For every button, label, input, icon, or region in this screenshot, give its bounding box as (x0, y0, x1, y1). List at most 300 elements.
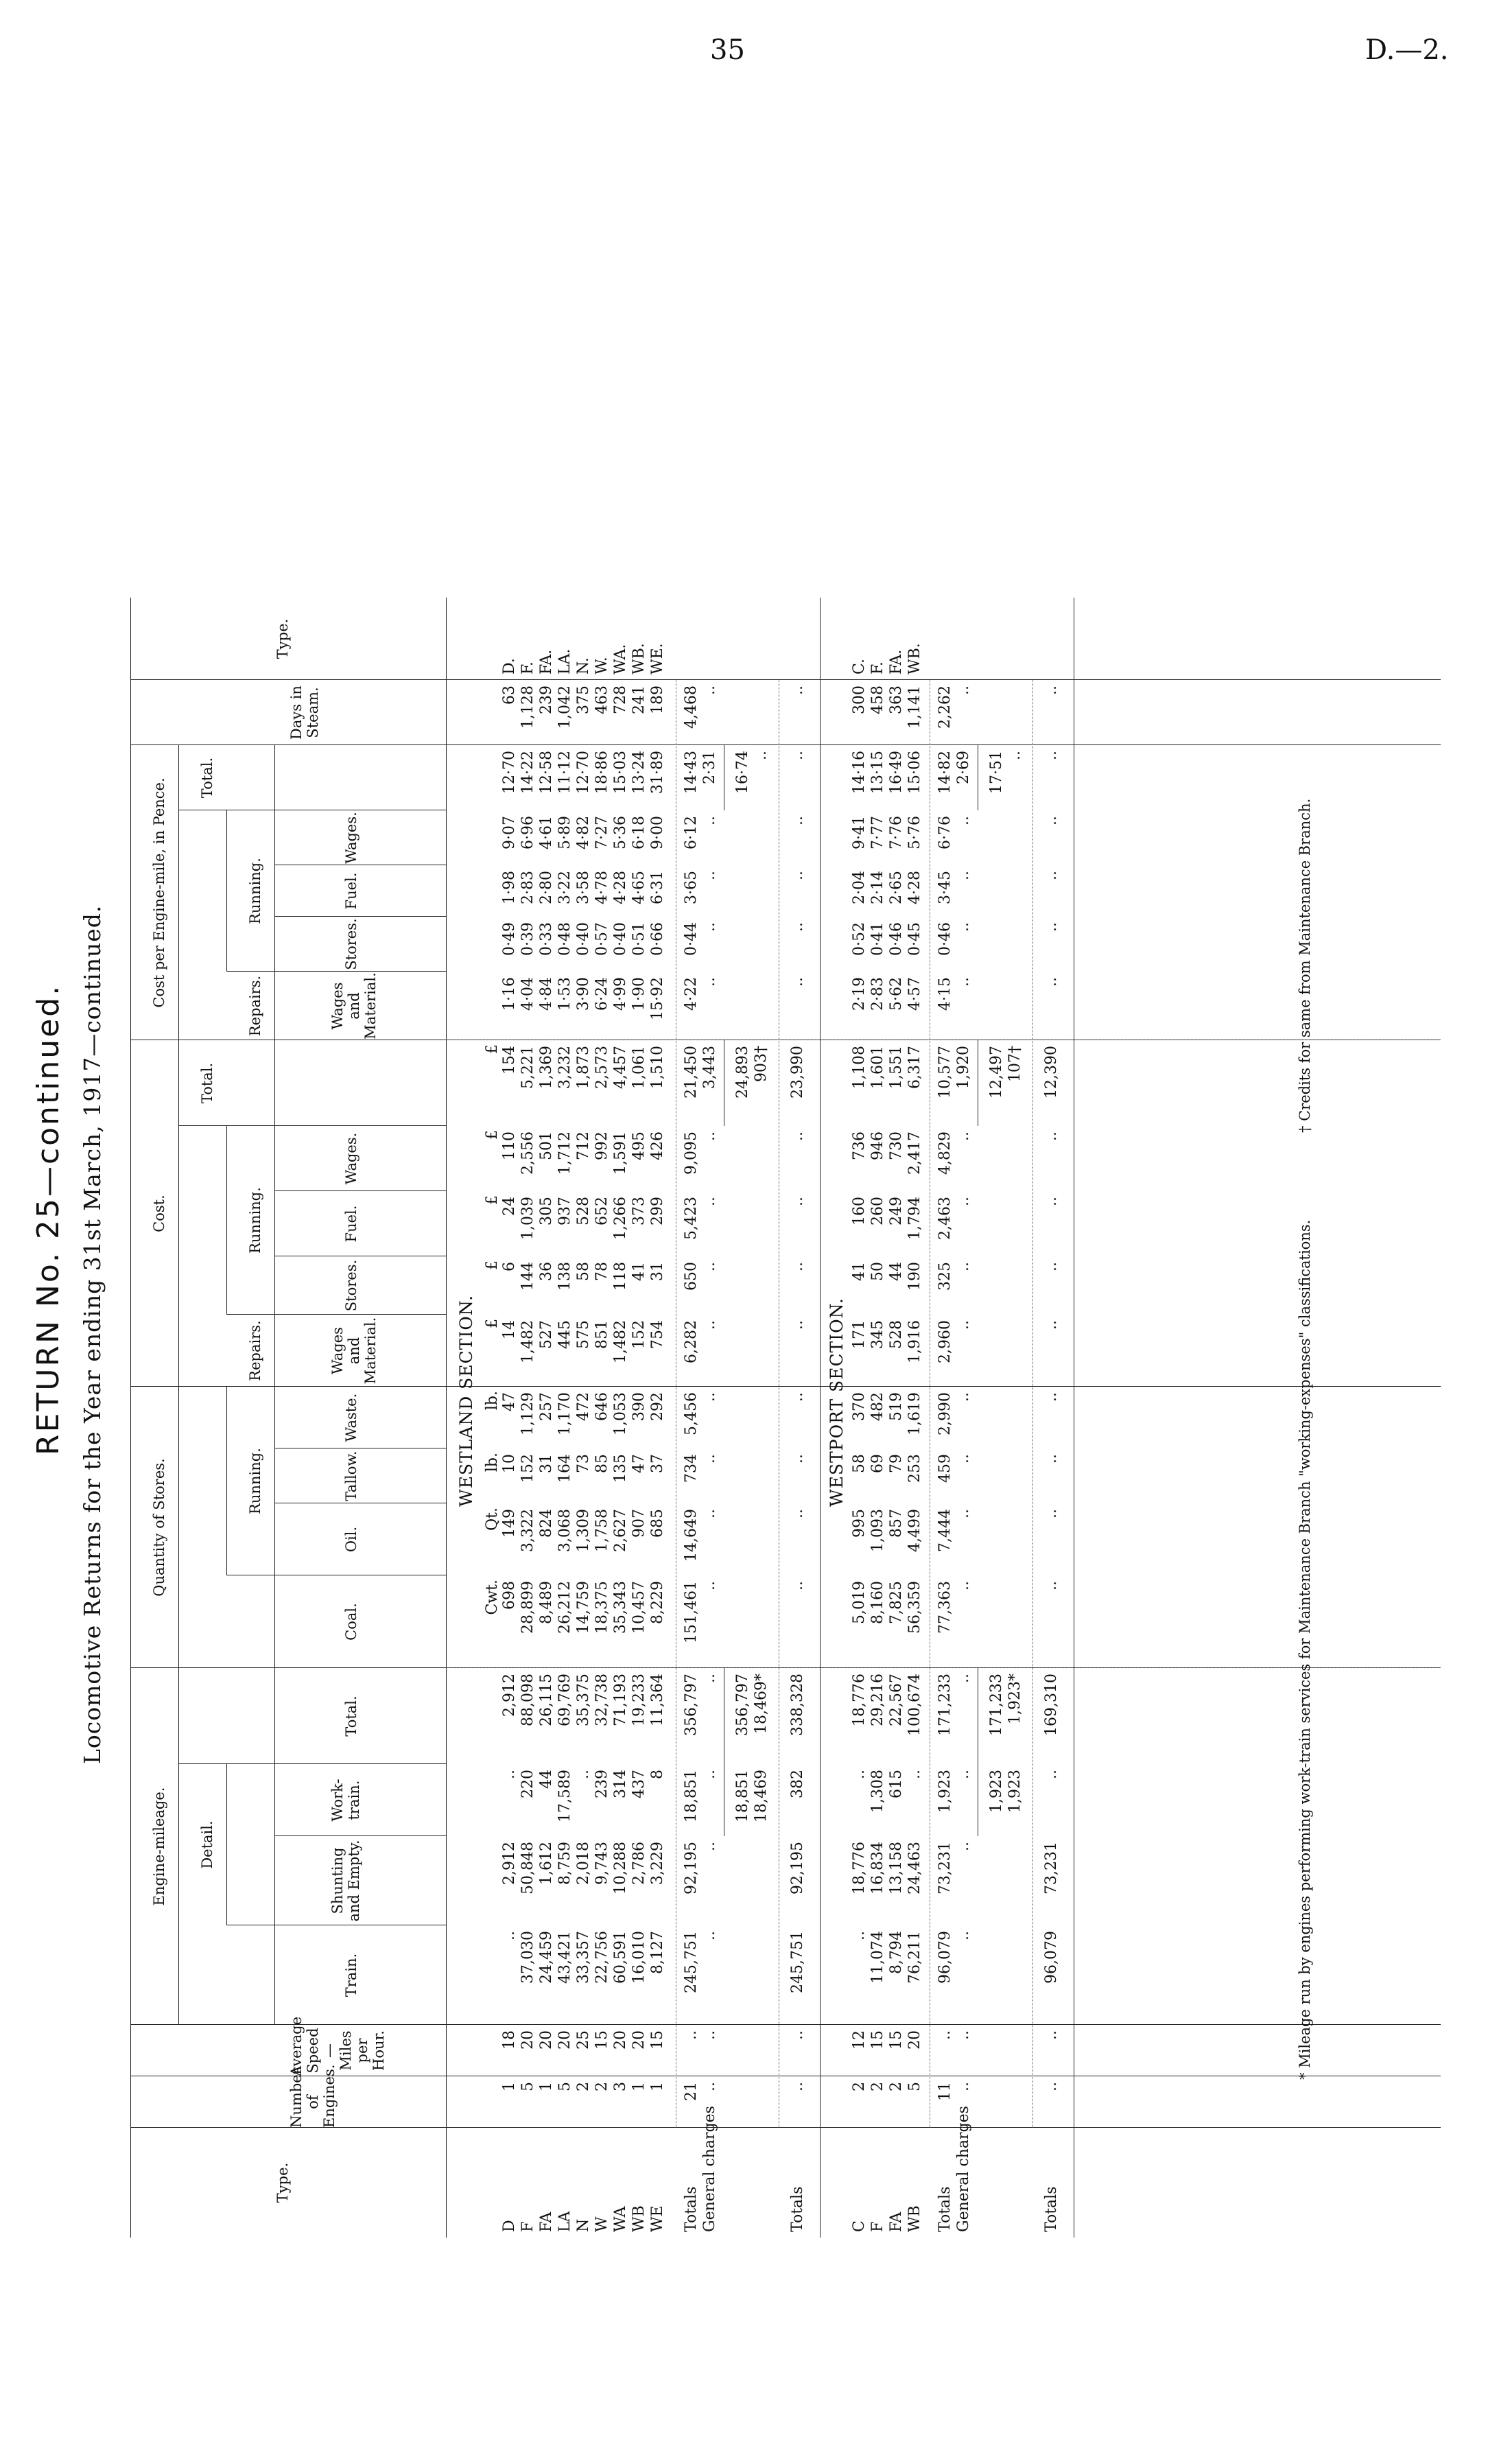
table-cell: 257 (538, 1392, 555, 1421)
table-cell: 249 (888, 1197, 905, 1225)
wages-material-header: Wages and Material. (329, 1317, 379, 1385)
totals-cell: .. (955, 685, 972, 695)
type-right-header: Type. (274, 618, 291, 659)
table-rule (226, 1764, 227, 1925)
type-label: LA (556, 2211, 574, 2232)
table-cell: 4·78 (593, 871, 611, 904)
table-cell: 24,463 (906, 1842, 923, 1894)
totals-cell: 4,829 (936, 1131, 954, 1175)
table-cell: 3,229 (649, 1842, 666, 1885)
totals-cell: 5,423 (683, 1197, 700, 1240)
table-cell: 1,619 (906, 1392, 923, 1435)
table-cell: 1,128 (519, 685, 536, 729)
unit-label: £ (484, 1319, 501, 1328)
detail-header: Detail. (199, 1820, 215, 1869)
footnote-star: * Mileage run by engines performing work-train services for Maintenance Branch "working-expenses" classifications. (1297, 1219, 1313, 2080)
table-cell: 15 (649, 2030, 666, 2050)
table-cell: 31 (538, 1454, 555, 1473)
table-cell: 19,233 (630, 1674, 648, 1726)
totals-cell: .. (701, 1262, 718, 1271)
table-cell: 1,551 (888, 1046, 905, 1089)
totals-cell: 14·82 (936, 751, 954, 794)
subtotal-cell: 1,923 (988, 1770, 1005, 1813)
table-cell: 6·18 (630, 816, 648, 849)
totals-cell: .. (701, 977, 718, 987)
table-cell: 1,794 (906, 1197, 923, 1240)
table-cell: 1,170 (556, 1392, 574, 1435)
table-cell: 32,738 (593, 1674, 611, 1726)
stores-header: Stores. (343, 1259, 359, 1312)
table-cell: 20 (630, 2030, 648, 2050)
table-cell: 4·99 (612, 977, 629, 1011)
totals-cell: .. (955, 977, 972, 987)
coal-header: Coal. (343, 1603, 359, 1641)
table-rule (1032, 680, 1033, 2128)
table-cell: 190 (906, 1262, 923, 1291)
table-cell: 345 (869, 1320, 886, 1349)
table-cell: 851 (593, 1320, 611, 1349)
subtotal-cell: 903† (753, 1046, 770, 1082)
totals-cell: .. (1043, 2030, 1060, 2040)
table-cell: 20 (556, 2030, 574, 2050)
type-label: WA (612, 2206, 629, 2232)
table-cell: 12·70 (575, 751, 592, 794)
totals-cell: 245,751 (789, 1931, 806, 1993)
wages-header: Wages. (343, 1132, 359, 1185)
table-cell: 43,421 (556, 1931, 574, 1984)
subtotal-cell: 1,923* (1006, 1674, 1024, 1724)
table-cell: 18,776 (851, 1674, 868, 1726)
totals-cell: .. (789, 1197, 806, 1206)
type-label: F (869, 2221, 886, 2232)
table-cell: 149 (501, 1509, 518, 1538)
table-cell: 495 (630, 1131, 648, 1160)
table-cell: 8 (649, 1770, 666, 1779)
subtotal-cell: 171,233 (988, 1674, 1005, 1736)
table-cell: 363 (888, 685, 905, 714)
table-cell: 9·07 (501, 816, 518, 849)
totals-cell: 7,444 (936, 1509, 954, 1552)
type-label: D (501, 2220, 518, 2232)
table-cell: 305 (538, 1197, 555, 1225)
table-cell: 458 (869, 685, 886, 714)
totals-cell: 23,990 (789, 1046, 806, 1099)
table-cell: 50,848 (519, 1842, 536, 1894)
table-cell: 63 (501, 685, 518, 705)
totals-cell: .. (1043, 871, 1060, 880)
totals-cell: .. (789, 922, 806, 932)
totals-cell: 92,195 (683, 1842, 700, 1894)
mileage-total-header: Total. (343, 1696, 359, 1737)
table-cell: 85 (593, 1454, 611, 1473)
totals-cell: 338,328 (789, 1674, 806, 1736)
westport-section-heading: WESTPORT SECTION. (827, 1298, 847, 1507)
type-label: FA (888, 2211, 905, 2232)
table-cell: .. (851, 1931, 868, 1940)
totals-cell: 9,095 (683, 1131, 700, 1175)
stores-pence-header: Stores. (343, 918, 359, 970)
table-cell: 26,115 (538, 1674, 555, 1726)
totals-cell: .. (955, 1770, 972, 1779)
totals-cell: .. (1043, 1454, 1060, 1464)
table-cell: 22,756 (593, 1931, 611, 1984)
totals-cell: .. (789, 1262, 806, 1271)
totals-cell: 6·76 (936, 816, 954, 849)
shunting-header: Shunting and Empty. (329, 1840, 362, 1922)
table-cell: 29,216 (869, 1674, 886, 1726)
table-cell: 4,499 (906, 1509, 923, 1552)
table-cell: 18,375 (593, 1581, 611, 1634)
table-cell: 300 (851, 685, 868, 714)
totals-cell: 2,990 (936, 1392, 954, 1435)
table-cell: 15·92 (649, 977, 666, 1020)
table-cell: 857 (888, 1509, 905, 1538)
table-cell: 20 (519, 2030, 536, 2050)
type-label: W. (593, 657, 611, 674)
table-cell: 8,160 (869, 1581, 886, 1624)
table-rule (274, 745, 275, 1040)
table-cell: 11,364 (649, 1674, 666, 1726)
footnote-dagger: † Credits for same from Maintenance Branch. (1297, 798, 1313, 1133)
table-cell: 24,459 (538, 1931, 555, 1984)
table-cell: 3·58 (575, 871, 592, 904)
totals-cell: 0·46 (936, 922, 954, 956)
table-cell: 37 (649, 1454, 666, 1473)
table-cell: 2,417 (906, 1131, 923, 1175)
type-label: F (519, 2221, 536, 2232)
table-cell: 47 (630, 1454, 648, 1473)
table-cell: 15 (888, 2030, 905, 2050)
totals-cell: .. (1043, 751, 1060, 760)
type-label: N. (575, 657, 592, 674)
table-cell: 730 (888, 1131, 905, 1160)
table-cell: 100,674 (906, 1674, 923, 1736)
totals-cell: 4,468 (683, 685, 700, 729)
totals-cell: 2,262 (936, 685, 954, 729)
type-label: FA. (888, 649, 905, 674)
table-cell: 260 (869, 1197, 886, 1225)
totals-cell: .. (789, 1581, 806, 1591)
table-cell: 41 (630, 1262, 648, 1281)
table-cell: 1,093 (869, 1509, 886, 1552)
table-rule (226, 1126, 227, 1315)
totals-cell: .. (955, 1131, 972, 1141)
table-cell: 5,019 (851, 1581, 868, 1624)
totals-cell: .. (955, 1509, 972, 1518)
table-cell: 58 (851, 1454, 868, 1473)
table-cell: 1,053 (612, 1392, 629, 1435)
table-cell: 33,357 (575, 1931, 592, 1984)
table-cell: .. (575, 1770, 592, 1779)
table-cell: 1,601 (869, 1046, 886, 1089)
table-cell: 390 (630, 1392, 648, 1421)
table-cell: 56,359 (906, 1581, 923, 1634)
table-cell: 47 (501, 1392, 518, 1411)
fuel-pence-header: Fuel. (343, 872, 359, 910)
page-number: 35 (710, 34, 745, 66)
table-cell: 10,457 (630, 1581, 648, 1634)
table-cell: .. (501, 1931, 518, 1940)
table-cell: 907 (630, 1509, 648, 1538)
totals-cell: 96,079 (936, 1931, 954, 1984)
running-header: Running. (247, 1448, 263, 1514)
table-cell: 4·57 (906, 977, 923, 1011)
table-cell: 1,042 (556, 685, 574, 729)
totals-cell: .. (955, 2082, 972, 2091)
totals-cell: 6,282 (683, 1320, 700, 1363)
table-cell: 3,322 (519, 1509, 536, 1552)
subtotal-cell: 107† (1006, 1046, 1024, 1082)
table-cell: 69 (869, 1454, 886, 1473)
table-cell: 501 (538, 1131, 555, 1160)
totals-cell: .. (936, 2030, 954, 2040)
totals-cell: .. (789, 1454, 806, 1464)
table-cell: 2 (593, 2082, 611, 2091)
totals-cell: 5,456 (683, 1392, 700, 1435)
table-cell: 1,591 (612, 1131, 629, 1175)
totals-cell: .. (701, 1581, 718, 1591)
table-cell: 1 (501, 2082, 518, 2091)
table-cell: 16·49 (888, 751, 905, 794)
table-cell: 58 (575, 1262, 592, 1281)
table-cell: 1,129 (519, 1392, 536, 1435)
table-cell: 292 (649, 1392, 666, 1421)
table-cell: 652 (593, 1197, 611, 1225)
tallow-header: Tallow. (343, 1451, 359, 1501)
totals-cell: 459 (936, 1454, 954, 1483)
table-cell: 2 (575, 2082, 592, 2091)
table-cell: 0·40 (575, 922, 592, 956)
totals-cell: .. (955, 816, 972, 825)
table-cell: 1,873 (575, 1046, 592, 1089)
table-cell: 1,266 (612, 1197, 629, 1240)
wages-material-pence-header: Wages and Material. (329, 972, 379, 1040)
totals-cell: 2·69 (955, 751, 972, 784)
totals-cell: .. (701, 922, 718, 932)
table-cell: 299 (649, 1197, 666, 1225)
table-cell: 1,482 (612, 1320, 629, 1363)
totals-cell: 10,577 (936, 1046, 954, 1099)
table-cell: 2·83 (519, 871, 536, 904)
totals-cell: .. (701, 1509, 718, 1518)
type-header: Type. (274, 2162, 291, 2203)
table-cell: 445 (556, 1320, 574, 1349)
pence-total-header: Total. (199, 757, 215, 799)
table-cell: 3 (612, 2082, 629, 2091)
table-rule (274, 1387, 275, 1668)
table-cell: 1,039 (519, 1197, 536, 1240)
table-rule (274, 1040, 275, 1387)
table-cell: .. (501, 1770, 518, 1779)
totals-cell: .. (701, 685, 718, 695)
unit-label: £ (484, 1130, 501, 1140)
totals-label: Totals (936, 2186, 954, 2232)
table-cell: 4,457 (612, 1046, 629, 1089)
table-cell: 160 (851, 1197, 868, 1225)
table-cell: 171 (851, 1320, 868, 1349)
totals-cell: .. (789, 2030, 806, 2040)
table-cell: 135 (612, 1454, 629, 1483)
table-cell: 5·76 (906, 816, 923, 849)
table-cell: 6·96 (519, 816, 536, 849)
return-title: RETURN No. 25—continued. (31, 983, 66, 1455)
table-cell: 7·27 (593, 816, 611, 849)
table-cell: 995 (851, 1509, 868, 1538)
table-cell: 8,229 (649, 1581, 666, 1624)
totals-cell: .. (701, 2082, 718, 2091)
totals-cell: .. (701, 871, 718, 880)
totals-cell: .. (789, 685, 806, 695)
totals-cell: .. (789, 1509, 806, 1518)
type-label: WB. (630, 643, 648, 674)
totals-cell: 12,390 (1043, 1046, 1060, 1099)
totals-cell: .. (789, 1131, 806, 1141)
table-cell: 44 (538, 1770, 555, 1789)
table-cell: 5,221 (519, 1046, 536, 1089)
totals-cell: .. (955, 1931, 972, 1940)
totals-cell: 92,195 (789, 1842, 806, 1894)
table-cell: 0·41 (869, 922, 886, 956)
type-label: F. (519, 661, 536, 674)
totals-cell: .. (955, 871, 972, 880)
table-cell: 26,212 (556, 1581, 574, 1634)
table-cell: 164 (556, 1454, 574, 1483)
totals-cell: 650 (683, 1262, 700, 1291)
totals-cell: .. (701, 1131, 718, 1141)
totals-cell: 151,461 (683, 1581, 700, 1643)
table-cell: 6·24 (593, 977, 611, 1011)
totals-cell: .. (955, 1674, 972, 1683)
totals-cell: .. (955, 1262, 972, 1271)
totals-cell: 356,797 (683, 1674, 700, 1736)
totals-cell: 73,231 (1043, 1842, 1060, 1894)
table-cell: 2,573 (593, 1046, 611, 1089)
table-cell: 1·90 (630, 977, 648, 1011)
table-cell: 8,794 (888, 1931, 905, 1974)
totals-cell: 245,751 (683, 1931, 700, 1993)
table-cell: 1,369 (538, 1046, 555, 1089)
unit-label: lb. (484, 1453, 501, 1472)
table-cell: 14 (501, 1320, 518, 1339)
table-cell: 2 (888, 2082, 905, 2091)
table-cell: 12 (851, 2030, 868, 2050)
totals-cell: 2,463 (936, 1197, 954, 1240)
totals-cell: .. (1043, 816, 1060, 825)
westland-section-heading: WESTLAND SECTION. (456, 1294, 476, 1507)
table-cell: 646 (593, 1392, 611, 1421)
table-cell: 189 (649, 685, 666, 714)
totals-label: General charges (955, 2106, 972, 2232)
totals-cell: 382 (789, 1770, 806, 1798)
table-cell: 0·57 (593, 922, 611, 956)
table-cell: 14·22 (519, 751, 536, 794)
table-cell: 11·12 (556, 751, 574, 794)
table-rule (226, 1387, 227, 1575)
table-cell: 36 (538, 1262, 555, 1281)
table-cell: 4·84 (538, 977, 555, 1011)
totals-cell: .. (1043, 1581, 1060, 1591)
table-cell: 220 (519, 1770, 536, 1798)
avg-speed-header: Average Speed — Miles per Hour. (288, 2016, 387, 2076)
table-cell: 373 (630, 1197, 648, 1225)
subtotal-cell: 18,469* (753, 1674, 770, 1734)
totals-cell: .. (1043, 922, 1060, 932)
table-cell: 1 (538, 2082, 555, 2091)
unit-label: £ (484, 1195, 501, 1205)
totals-cell: 6·12 (683, 816, 700, 849)
table-cell: 375 (575, 685, 592, 714)
table-cell: 1,482 (519, 1320, 536, 1363)
unit-label: lb. (484, 1391, 501, 1411)
totals-cell: 4·15 (936, 977, 954, 1011)
totals-cell: .. (789, 977, 806, 987)
unit-label: Cwt. (484, 1580, 501, 1615)
table-cell: 6·31 (649, 871, 666, 904)
table-cell: 615 (888, 1770, 905, 1798)
table-cell: 15 (593, 2030, 611, 2050)
table-cell: 20 (538, 2030, 555, 2050)
table-cell: 78 (593, 1262, 611, 1281)
table-cell: 15·03 (612, 751, 629, 794)
column-rule (226, 1763, 274, 1764)
totals-cell: 21,450 (683, 1046, 700, 1099)
table-cell: 1·53 (556, 977, 574, 1011)
table-cell: 4·82 (575, 816, 592, 849)
table-cell: 253 (906, 1454, 923, 1483)
table-cell: 2 (869, 2082, 886, 2091)
table-cell: 437 (630, 1770, 648, 1798)
totals-cell: .. (701, 1931, 718, 1940)
totals-cell: .. (701, 1392, 718, 1402)
subtotal-cell: 17·51 (988, 751, 1005, 794)
table-rule (820, 598, 821, 2238)
table-cell: 31 (649, 1262, 666, 1281)
table-cell: 16,010 (630, 1931, 648, 1984)
table-cell: 35,343 (612, 1581, 629, 1634)
totals-cell: .. (955, 1581, 972, 1591)
table-rule (130, 598, 131, 2238)
table-cell: .. (906, 1770, 923, 1779)
table-cell: 1 (630, 2082, 648, 2091)
subtotal-cell: 18,469 (753, 1770, 770, 1822)
table-cell: 463 (593, 685, 611, 714)
table-cell: 18·86 (593, 751, 611, 794)
subtotal-cell: 12,497 (988, 1046, 1005, 1099)
table-cell: 5 (556, 2082, 574, 2091)
subtotal-cell: 1,923 (1006, 1770, 1024, 1813)
table-cell: 946 (869, 1131, 886, 1160)
table-cell: 13·24 (630, 751, 648, 794)
table-cell: 15 (869, 2030, 886, 2050)
cost-total-header: Total. (199, 1062, 215, 1104)
table-cell: 22,567 (888, 1674, 905, 1726)
table-cell: 0·40 (612, 922, 629, 956)
table-cell: 10,288 (612, 1842, 629, 1894)
engine-mileage-header: Engine-mileage. (151, 1787, 167, 1906)
return-subtitle: Locomotive Returns for the Year ending 31st March, 1917—continued. (79, 904, 106, 1764)
table-cell: 8,127 (649, 1931, 666, 1974)
subtotal-cell: .. (1006, 751, 1024, 760)
table-cell: 1·16 (501, 977, 518, 1011)
totals-cell: 18,851 (683, 1770, 700, 1822)
table-cell: 154 (501, 1046, 518, 1075)
table-cell: 314 (612, 1770, 629, 1798)
table-cell: 0·66 (649, 922, 666, 956)
table-cell: 482 (869, 1392, 886, 1421)
table-cell: 31·89 (649, 751, 666, 794)
table-cell: 2,018 (575, 1842, 592, 1885)
subtotal-cell: 356,797 (734, 1674, 751, 1736)
